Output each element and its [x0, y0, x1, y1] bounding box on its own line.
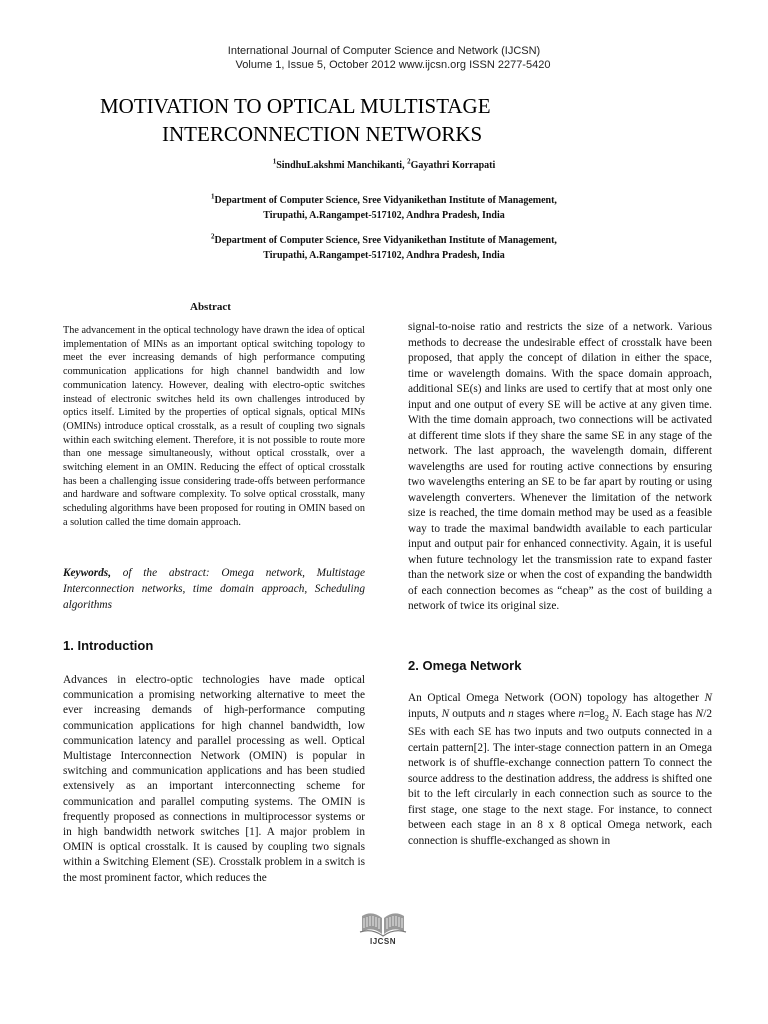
- introduction-continued-text: signal-to-noise ratio and restricts the size of a network. Various methods to decrease the undesirable effect of crosstalk have been proposed, that apply the concept of dilation in either the space, time or wavelength domains. With the space domain approach, additional SE(s) and links are used to certify that at most only one input and one output of every SE will be active at any given time. With the time domain approach, two connections will be activated at different time slots if they share the same SE in any stage of the network. The last approach, the wavelength domain, different wavelengths are used for routing active connections by ensuring two wavelengths entering an SE to be far apart by routing or using wavelength converters. Whenever the limitation of the network size is reached, the time domain method may be used as a feasible way to trade the maximal bandwidth available to each particular input and output pair for enhanced connectivity. Again, it is useful when future technology let the transmission rate to expand faster than the network size or when the cost of expanding the bandwidth of each connection becomes as “cheap” as the cost of building a network of twice its original size.: [408, 321, 712, 612]
- abstract-text: The advancement in the optical technology have drawn the idea of optical implementation of MINs as an important optical switching topology to meet the ever increasing demands of high performance computing communication applications for high channel bandwidth and low communication latency. However, dealing with electro-optic switches instead of electronic switches held its own challenges introduced by optics itself. Limited by the properties of optical signals, optical MINs (OMINs) introduce optical crosstalk, as a result of coupling two signals within each switching element. Therefore, it is not possible to route more than one message simultaneously, without optical crosstalk, over a switching element in an OMIN. Reducing the effect of optical crosstalk has been a challenging issue considering trade-offs between performance and hardware and software complexity. To solve optical crosstalk, many scheduling algorithms have been proposed for routing in OMIN based on a solution called the time domain approach.: [63, 325, 365, 528]
- omega-network-heading: 2. Omega Network: [408, 658, 522, 673]
- author-1: SindhuLakshmi Manchikanti,: [276, 160, 408, 171]
- keywords-label: Keywords,: [63, 567, 112, 579]
- abstract-body: [63, 324, 365, 530]
- affil2-line1: Department of Computer Science, Sree Vidyanikethan Institute of Management,: [214, 235, 557, 246]
- logo-text: IJCSN: [369, 937, 397, 946]
- introduction-continued: [408, 320, 712, 615]
- title-line-2: INTERCONNECTION NETWORKS: [162, 122, 483, 146]
- affil1-line2: Tirupathi, A.Rangampet-517102, Andhra Pradesh, India: [263, 210, 505, 221]
- abstract-heading: Abstract: [190, 301, 231, 313]
- journal-header: [0, 44, 768, 72]
- title-line-1: MOTIVATION TO OPTICAL MULTISTAGE: [100, 94, 491, 118]
- journal-issue-info: Volume 1, Issue 5, October 2012 www.ijcsn.org ISSN 2277-5420: [235, 59, 551, 71]
- author-list: [0, 157, 768, 171]
- paper-title: [100, 92, 660, 148]
- introduction-heading: 1. Introduction: [63, 638, 154, 653]
- affil1-sup: 1: [211, 192, 215, 201]
- keywords: [63, 565, 365, 613]
- omega-network-text: An Optical Omega Network (OON) topology has altogether N inputs, N outputs and n stages where $n=\log_2$ N. Each stage has N/2 SEs with each SE has two inputs and two outputs connected in a certain pattern[2]. The inter-stage connection pattern in an Omega network is of shuffle-exchange connection pattern To connect the source address to the destination address, the address is shifted one bit to the left circularly in each connection such as source to the first stage, one stage to the next stage. For instance, to connect between each stage in an 8 x 8 optical Omega network, each connection is shuffle-exchanged as shown in: [408, 692, 712, 847]
- affil1-line1: Department of Computer Science, Sree Vidyanikethan Institute of Management,: [214, 195, 557, 206]
- keywords-text: of the abstract: Omega network, Multistage Interconnection networks, time domain approach, Scheduling algorithms: [63, 567, 365, 611]
- introduction-text: Advances in electro-optic technologies have made optical communication a promising networking alternative to meet the ever increasing demands of high-performance computing communication applications for high channel bandwidth, low communication latency and parallel processing as well. Optical Multistage Interconnection Network (OMIN) is popular in switching and communication applications and has been studied extensively as an important interconnecting scheme for communication and parallel computing systems. The OMIN is frequently proposed as connections in multiprocessor systems or in high bandwidth network switches [1]. A major problem in OMIN is optical crosstalk. It is caused by coupling two signals within a Switching Element (SE). Crosstalk problem in a switch is the most prominent factor, which reduces the: [63, 674, 365, 884]
- author-2: Gayathri Korrapati: [410, 160, 496, 171]
- affil2-line2: Tirupathi, A.Rangampet-517102, Andhra Pradesh, India: [263, 250, 505, 261]
- author2-sup: 2: [407, 157, 411, 166]
- omega-network-body: [408, 691, 712, 849]
- affiliation-1: [0, 193, 768, 223]
- introduction-body: [63, 673, 365, 886]
- author1-sup: 1: [272, 157, 277, 166]
- affiliation-2: [0, 233, 768, 263]
- affil2-sup: 2: [211, 232, 215, 241]
- journal-name: International Journal of Computer Science and Network (IJCSN): [227, 45, 541, 57]
